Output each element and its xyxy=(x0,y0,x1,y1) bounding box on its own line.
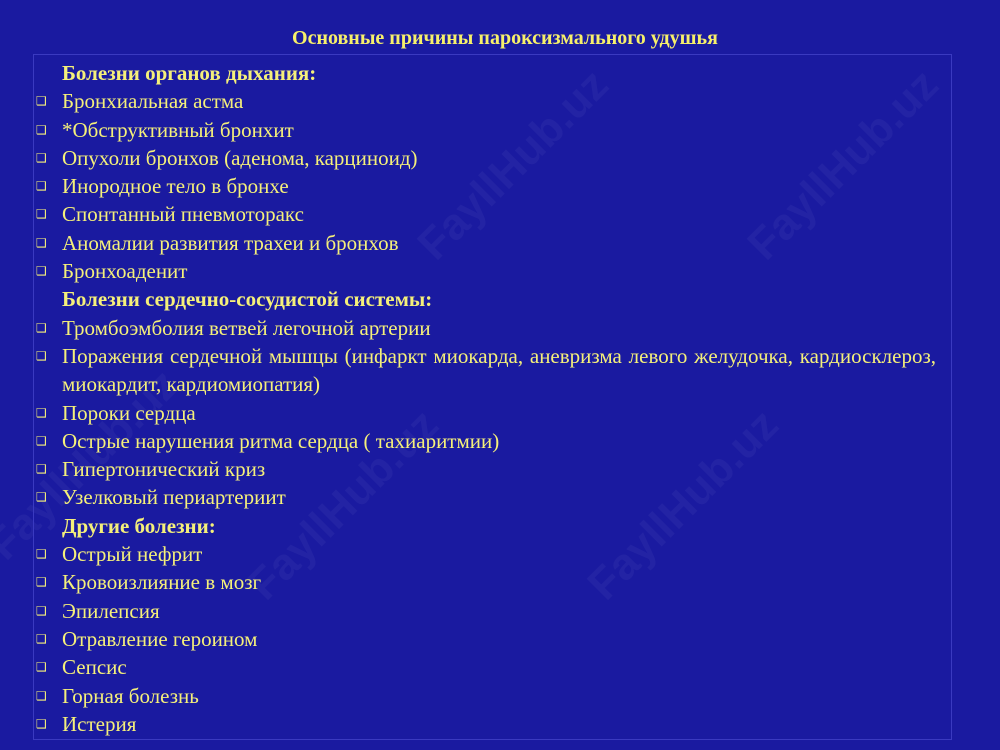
section-heading-other xyxy=(0,512,1000,540)
list-item xyxy=(0,342,1000,399)
list-item-text: Острые нарушения ритма сердца ( тахиаритмии) xyxy=(62,428,500,453)
list-item xyxy=(0,229,1000,257)
square-bullet-icon: ❑ xyxy=(36,575,47,590)
list-item-text: Поражения сердечной мышцы (инфаркт миокарда, аневризма левого желудочка, кардиосклероз, миокардит, кардиомиопатия) xyxy=(62,343,936,397)
list-item-text: Кровоизлияние в мозг xyxy=(62,570,262,595)
heading-text: Болезни органов дыхания: xyxy=(62,61,317,85)
list-item xyxy=(0,483,1000,511)
list-item xyxy=(0,625,1000,653)
section-heading-cardio xyxy=(0,285,1000,313)
square-bullet-icon: ❑ xyxy=(36,716,47,731)
square-bullet-icon: ❑ xyxy=(36,122,47,137)
list-item-text: Сепсис xyxy=(62,655,127,680)
square-bullet-icon: ❑ xyxy=(36,150,47,165)
square-bullet-icon: ❑ xyxy=(36,94,47,109)
list-item-text: Спонтанный пневмоторакс xyxy=(62,202,304,227)
list-item xyxy=(0,87,1000,115)
list-item xyxy=(0,540,1000,568)
heading-text: Болезни сердечно-сосудистой системы: xyxy=(62,287,433,312)
list-item xyxy=(0,682,1000,710)
list-item xyxy=(0,116,1000,144)
list-item-text: Бронхиальная астма xyxy=(62,89,244,114)
square-bullet-icon: ❑ xyxy=(36,433,47,448)
list-item xyxy=(0,314,1000,342)
square-bullet-icon: ❑ xyxy=(36,660,47,675)
list-item-text: Тромбоэмболия ветвей легочной артерии xyxy=(62,315,431,340)
list-item xyxy=(0,710,1000,738)
square-bullet-icon: ❑ xyxy=(36,547,47,562)
square-bullet-icon: ❑ xyxy=(36,490,47,505)
list-item-text: Инородное тело в бронхе xyxy=(62,174,289,199)
square-bullet-icon: ❑ xyxy=(36,348,47,363)
square-bullet-icon: ❑ xyxy=(36,207,47,222)
list-item xyxy=(0,597,1000,625)
square-bullet-icon: ❑ xyxy=(36,688,47,703)
list-item-text: Пороки сердца xyxy=(62,400,196,425)
list-item-text: Узелковый периартериит xyxy=(62,485,286,510)
list-item xyxy=(0,144,1000,172)
list-item xyxy=(0,399,1000,427)
list-item xyxy=(0,653,1000,681)
square-bullet-icon: ❑ xyxy=(36,179,47,194)
list-item-text: *Обструктивный бронхит xyxy=(62,117,294,142)
square-bullet-icon: ❑ xyxy=(36,320,47,335)
list-item-text: Бронхоаденит xyxy=(62,259,188,284)
list-item-text: Отравление героином xyxy=(62,626,258,651)
square-bullet-icon: ❑ xyxy=(36,603,47,618)
causes-list xyxy=(0,59,1000,738)
list-item-text: Острый нефрит xyxy=(62,542,203,567)
square-bullet-icon: ❑ xyxy=(36,405,47,420)
list-item xyxy=(0,568,1000,596)
square-bullet-icon: ❑ xyxy=(36,235,47,250)
list-item-text: Гипертонический криз xyxy=(62,457,266,482)
square-bullet-icon: ❑ xyxy=(36,631,47,646)
square-bullet-icon: ❑ xyxy=(36,462,47,477)
list-item xyxy=(0,427,1000,455)
section-heading-respiratory xyxy=(0,59,1000,87)
heading-text: Другие болезни: xyxy=(62,513,216,538)
list-item xyxy=(0,257,1000,285)
list-item-text: Истерия xyxy=(62,711,137,736)
list-item xyxy=(0,172,1000,200)
square-bullet-icon: ❑ xyxy=(36,264,47,279)
list-item-text: Горная болезнь xyxy=(62,683,199,708)
list-item xyxy=(0,455,1000,483)
list-item xyxy=(0,200,1000,228)
list-item-text: Эпилепсия xyxy=(62,598,160,623)
list-item-text: Аномалии развития трахеи и бронхов xyxy=(62,230,399,255)
list-item-text: Опухоли бронхов (аденома, карциноид) xyxy=(62,145,418,170)
slide-title: Основные причины пароксизмального удушья xyxy=(292,27,718,49)
